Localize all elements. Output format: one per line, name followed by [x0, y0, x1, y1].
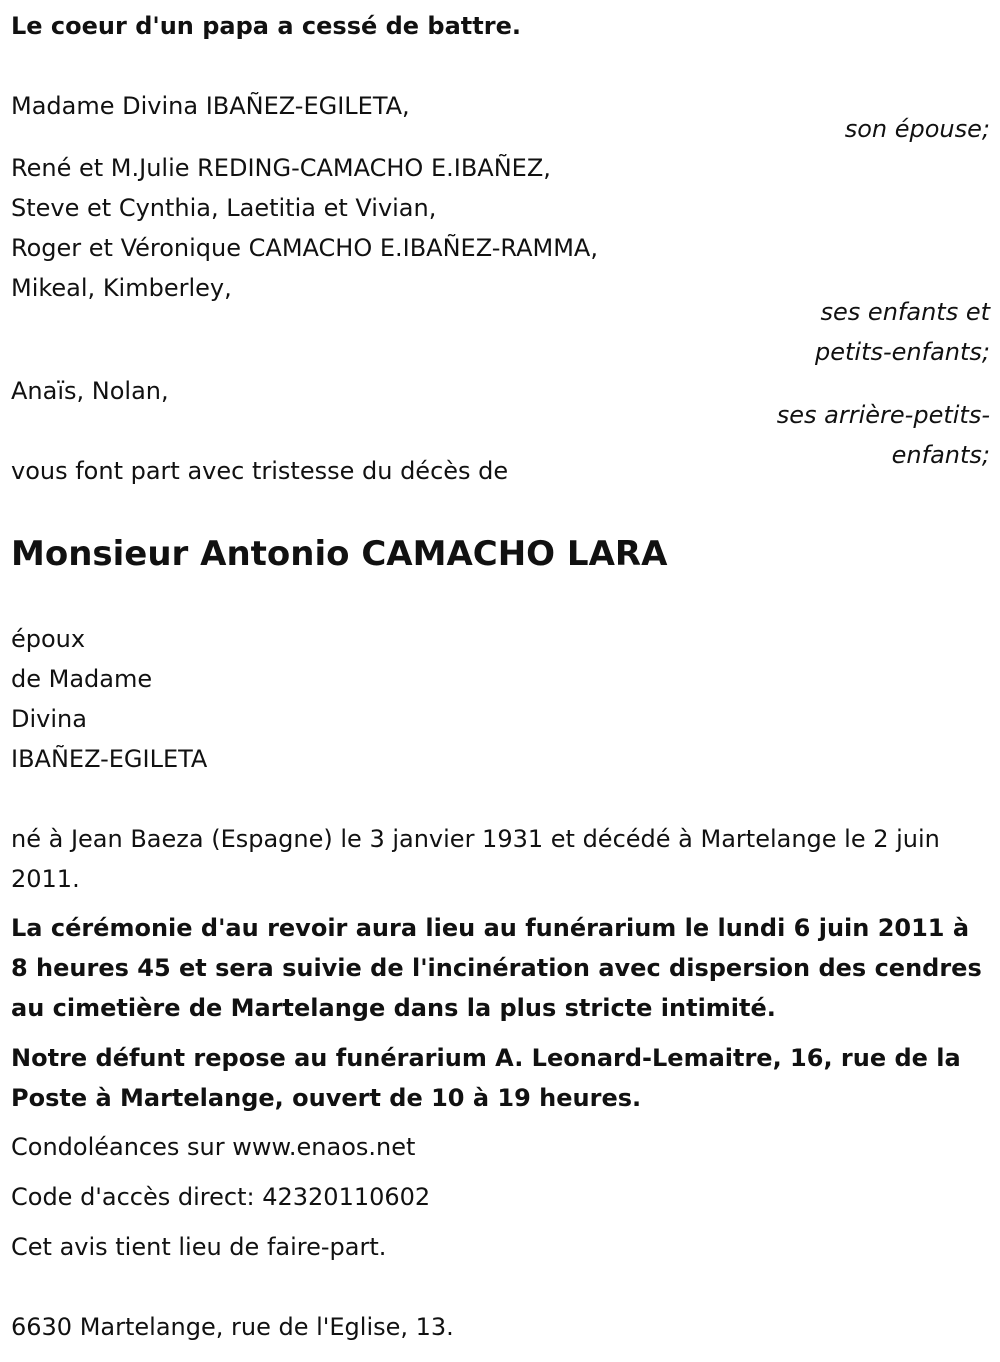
- children-role-line: petits-enfants;: [815, 338, 990, 366]
- announcement-line: vous font part avec tristesse du décès de: [11, 457, 509, 485]
- rest-place-paragraph: Notre défunt repose au funérarium A. Leonard-Lemaitre, 16, rue de la Poste à Martelange, ouvert de 10 à 19 heures.: [11, 1044, 961, 1112]
- children-line: Roger et Véronique CAMACHO E.IBAÑEZ-RAMMA,: [11, 234, 598, 262]
- intro-heading: Le coeur d'un papa a cessé de battre.: [11, 12, 521, 40]
- spouse-role: son épouse;: [844, 115, 990, 143]
- deceased-spouse-line: IBAÑEZ-EGILETA: [11, 745, 208, 773]
- address-line: 6630 Martelange, rue de l'Eglise, 13.: [11, 1313, 454, 1341]
- spouse-line: Madame Divina IBAÑEZ-EGILETA,: [11, 92, 410, 120]
- great-grandchildren-role-line: enfants;: [891, 441, 990, 469]
- birth-death-paragraph: né à Jean Baeza (Espagne) le 3 janvier 1931 et décédé à Martelange le 2 juin 2011.: [11, 825, 940, 893]
- deceased-spouse-line: Divina: [11, 705, 87, 733]
- great-grandchildren-line: Anaïs, Nolan,: [11, 377, 169, 405]
- condolences-line: Condoléances sur www.enaos.net: [11, 1133, 416, 1161]
- great-grandchildren-role-line: ses arrière-petits-: [776, 401, 990, 429]
- children-line: René et M.Julie REDING-CAMACHO E.IBAÑEZ,: [11, 154, 551, 182]
- deceased-spouse-line: de Madame: [11, 665, 153, 693]
- notice-line: Cet avis tient lieu de faire-part.: [11, 1233, 387, 1261]
- deceased-spouse-line: époux: [11, 625, 86, 653]
- deceased-name: Monsieur Antonio CAMACHO LARA: [11, 534, 668, 574]
- children-role-line: ses enfants et: [820, 298, 990, 326]
- access-code-line: Code d'accès direct: 42320110602: [11, 1183, 431, 1211]
- children-line: Mikeal, Kimberley,: [11, 274, 232, 302]
- children-line: Steve et Cynthia, Laetitia et Vivian,: [11, 194, 437, 222]
- ceremony-paragraph: La cérémonie d'au revoir aura lieu au funérarium le lundi 6 juin 2011 à 8 heures 45 et sera suivie de l'incinération avec dispersion des cendres au cimetière de Martelange dans la plus stricte intimité.: [11, 914, 982, 1022]
